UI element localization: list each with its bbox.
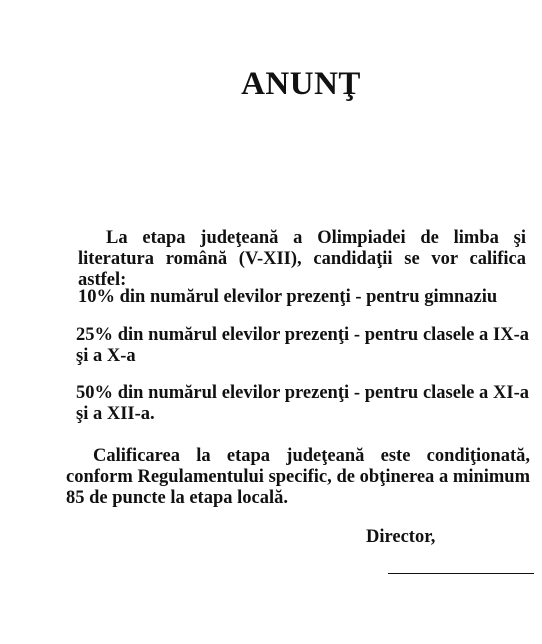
announcement-title: ANUNŢ: [241, 66, 361, 102]
signature-title: Director,: [366, 527, 436, 547]
criterion-gimnaziu: 10% din numărul elevilor prezenţi - pentru gimnaziu: [78, 287, 498, 307]
intro-paragraph: [78, 228, 526, 291]
criterion-ix-x: 25% din numărul elevilor prezenţi - pentru clasele a IX-a şi a X-a: [76, 325, 529, 366]
criterion-xi-xii: 50% din numărul elevilor prezenţi - pentru clasele a XI-a şi a XII-a.: [76, 383, 529, 424]
condition-text: Calificarea la etapa judeţeană este condiţionată, conform Regulamentului specific, de obţinerea a minimum 85 de puncte la etapa locală.: [66, 446, 530, 508]
condition-paragraph: [66, 446, 530, 509]
signature-line: [388, 573, 534, 574]
intro-text: La etapa judeţeană a Olimpiadei de limba şi literatura română (V-XII), candidaţii se vor califica astfel:: [78, 228, 526, 290]
